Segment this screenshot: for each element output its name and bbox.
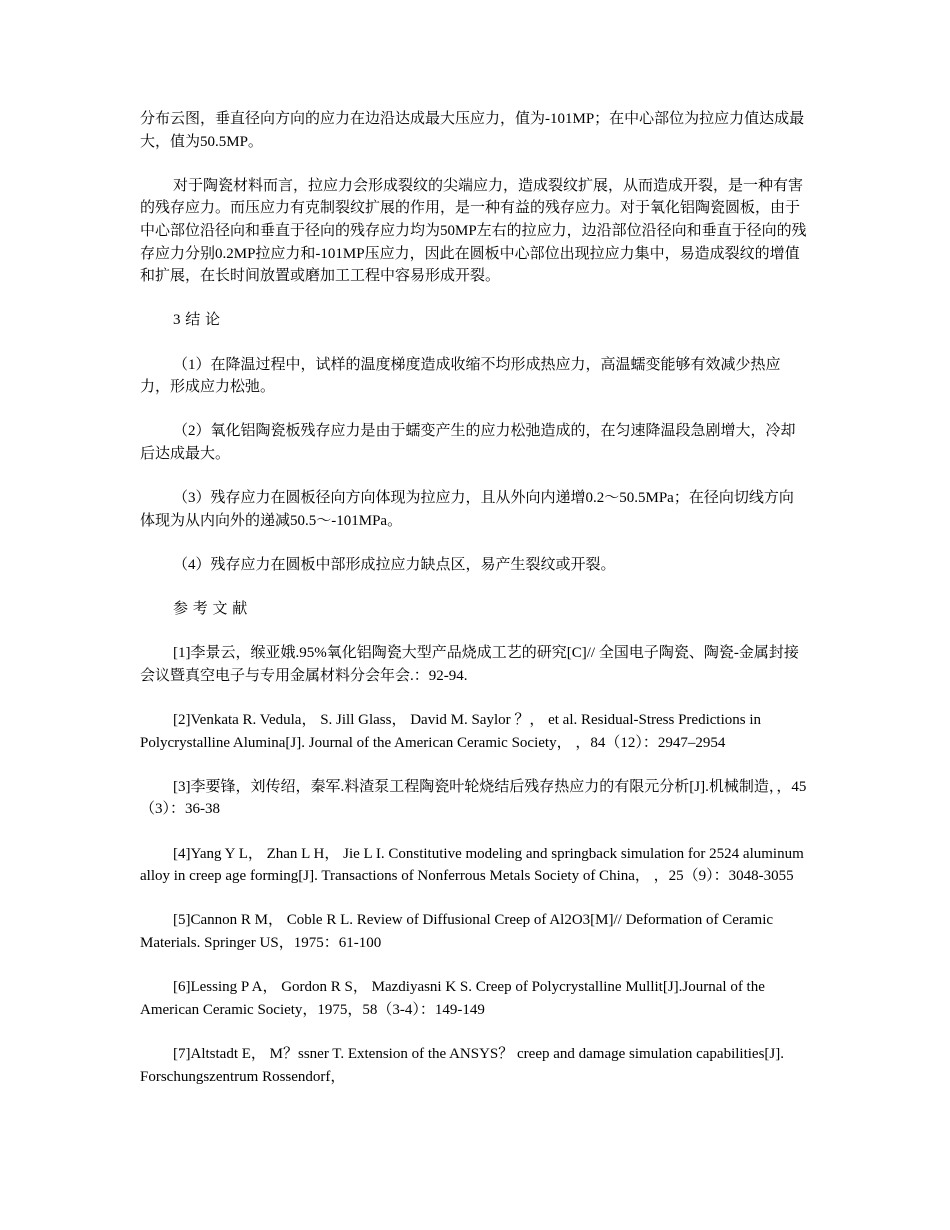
reference-item: [2]Venkata R. Vedula， S. Jill Glass， David M. Saylor ？， et al. Residual-Stress Predictions in Polycrystalline Alumina[J]. Journal of the American Ceramic Society， ，84（12）：2947–2954 <box>140 712 761 751</box>
body-paragraph: 分布云图，垂直径向方向的应力在边沿达成最大压应力，值为-101MP；在中心部位为拉应力值达成最大，值为50.5MP。 <box>140 111 805 150</box>
reference-item: [1]李景云，缑亚娥.95%氧化铝陶瓷大型产品烧成工艺的研究[C]// 全国电子陶瓷、陶瓷-金属封接会议暨真空电子与专用金属材料分会年会.：92-94. <box>140 645 799 684</box>
reference-item: [5]Cannon R M， Coble R L. Review of Diffusional Creep of Al2O3[M]// Deformation of Ceramic Materials. Springer US，1975：61-100 <box>140 912 774 951</box>
reference-item: [4]Yang Y L， Zhan L H， Jie L I. Constitutive modeling and springback simulation for 2524 aluminum alloy in creep age forming[J]. Transactions of Nonferrous Metals Society of China， ，25（9）：3048-3055 <box>140 845 804 885</box>
reference-item: [6]Lessing P A， Gordon R S， Mazdiyasni K S. Creep of Polycrystalline Mullit[J].Journal of the American Ceramic Society，1975，58（3-4）：149-149 <box>140 979 765 1018</box>
reference-item: [3]李要锋，刘传绍，秦军.料渣泵工程陶瓷叶轮烧结后残存热应力的有限元分析[J].机械制造，，45（3）：36-38 <box>140 778 807 818</box>
conclusion-item: （2）氧化铝陶瓷板残存应力是由于蠕变产生的应力松弛造成的，在匀速降温段急剧增大，冷却后达成最大。 <box>140 423 796 462</box>
section-heading-references: 参 考 文 献 <box>173 601 248 618</box>
body-paragraph: 对于陶瓷材料而言，拉应力会形成裂纹的尖端应力，造成裂纹扩展，从而造成开裂，是一种有害的残存应力。而压应力有克制裂纹扩展的作用，是一种有益的残存应力。对于氧化铝陶瓷圆板，由于中心部位沿径向和垂直于径向的残存应力均为50MP左右的拉应力，边沿部位沿径向和垂直于径向的残存应力分别0.2MP拉应力和-101MP压应力，因此在圆板中心部位出现拉应力集中，易造成裂纹的增值和扩展，在长时间放置或磨加工工程中容易形成开裂。 <box>140 177 807 285</box>
reference-item: [7]Altstadt E， M？ssner T. Extension of the ANSYS？ creep and damage simulation capabilities[J]. Forschungszentrum Rossendorf， <box>140 1045 784 1085</box>
document-body <box>140 108 808 1110</box>
conclusion-item: （1）在降温过程中，试样的温度梯度造成收缩不均形成热应力，高温蠕变能够有效减少热应力，形成应力松弛。 <box>140 356 781 396</box>
section-heading-conclusion: 3 结 论 <box>173 312 221 329</box>
conclusion-item: （3）残存应力在圆板径向方向体现为拉应力，且从外向内递增0.2～50.5MPa；在径向切线方向体现为从内向外的递减50.5～-101MPa。 <box>140 490 794 529</box>
conclusion-item: （4）残存应力在圆板中部形成拉应力缺点区，易产生裂纹或开裂。 <box>173 556 616 573</box>
